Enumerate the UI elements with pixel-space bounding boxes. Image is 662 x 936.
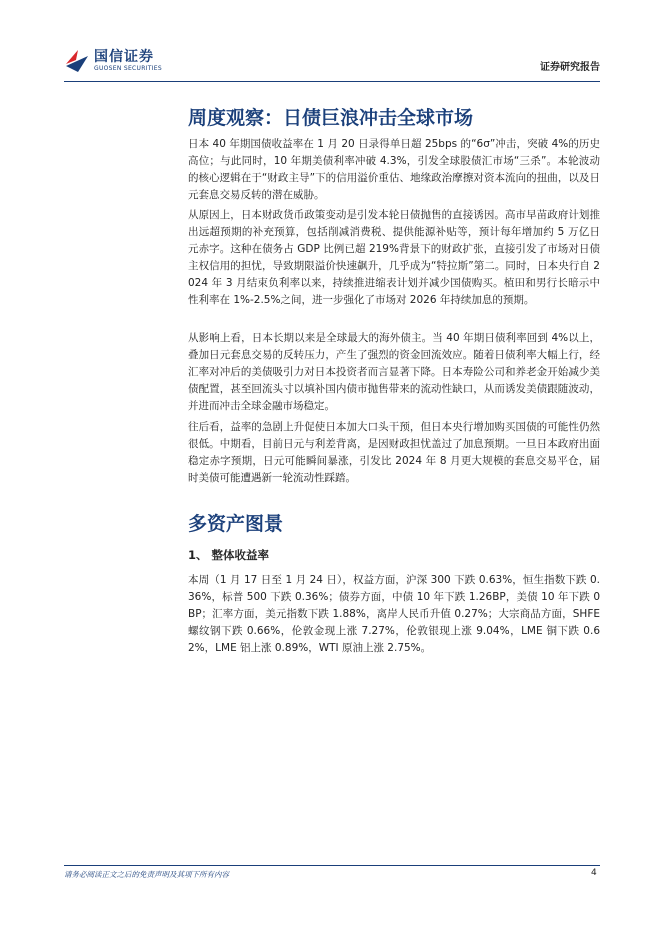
header-divider (64, 81, 600, 82)
paragraph-1: 日本 40 年期国债收益率在 1 月 20 日录得单日超 25bps 的“6σ”冲击，突破 4%的历史高位；与此同时，10 年期美债利率冲破 4.3%，引发全球股债汇市场“三杀”。本轮波动的核心逻辑在于“财政主导”下的信用溢价重估、地缘政治摩擦对资本流向的扭曲，以及日元套息交易反转的潜在威胁。 (188, 138, 600, 201)
report-type-label: 证券研究报告 (540, 62, 600, 73)
footer-disclaimer: 请务必阅读正文之后的免责声明及其项下所有内容 (64, 870, 229, 879)
paragraph-3: 从影响上看，日本长期以来是全球最大的海外债主。当 40 年期日债利率回到 4%以上，叠加日元套息交易的反转压力，产生了强烈的资金回流效应。随着日债利率大幅上行，经汇率对冲后的美债吸引力对日本投资者而言显著下降。日本寿险公司和养老金开始减少美债配置，甚至回流头寸以填补国内债市抛售带来的流动性缺口，从而诱发美债跟随波动，并进而冲击全球金融市场稳定。 (188, 332, 600, 412)
section-title-weekly: 周度观察：日债巨浪冲击全球市场 (188, 107, 474, 129)
section-title-multi-asset: 多资产图景 (188, 513, 284, 535)
footer-divider (64, 865, 600, 866)
page-number: 4 (591, 868, 597, 878)
guosen-logo (64, 44, 214, 78)
subsection-title-returns: 1、 整体收益率 (188, 548, 270, 562)
guosen-logo-icon (64, 46, 90, 74)
paragraph-2: 从原因上，日本财政货币政策变动是引发本轮日债抛售的直接诱因。高市早苗政府计划推出远超预期的补充预算，包括削减消费税、提供能源补贴等，预计每年增加约 5 万亿日元赤字。这种在债务占 GDP 比例已超 219%背景下的财政扩张，直接引发了市场对日债主权信用的担忧，导致期限溢价快速飙升，几乎成为“特拉斯”第二。同时，日本央行自 2024 年 3 月结束负利率以来，持续推进缩表计划并减少国债购买。植田和男行长暗示中性利率在 1%-2.5%之间，进一步强化了市场对 2026 年持续加息的预期。 (188, 209, 600, 306)
paragraph-returns: 本周（1 月 17 日至 1 月 24 日），权益方面，沪深 300 下跌 0.63%，恒生指数下跌 0.36%，标普 500 下跌 0.36%；债券方面，中债 10 年下跌 1.26BP，美债 10 年下跌 0BP；汇率方面，美元指数下跌 1.88%，离岸人民币升值 0.27%；大宗商品方面，SHFE 螺纹钢下跌 0.66%，伦敦金现上涨 7.27%，伦敦银现上涨 9.04%，LME 铜下跌 0.62%，LME 铝上涨 0.89%，WTI 原油上涨 2.75%。 (188, 574, 600, 654)
logo-text-cn: 国信证券 (94, 49, 154, 65)
logo-text-en: GUOSEN SECURITIES (94, 65, 163, 72)
paragraph-4: 往后看，益率的急剧上升促使日本加大口头干预，但日本央行增加购买国债的可能性仍然很低。中期看，目前日元与利差背离，是因财政担忧盖过了加息预期。一旦日本政府出面稳定赤字预期，日元可能瞬间暴涨，引发比 2024 年 8 月更大规模的套息交易平仓，届时美债可能遭遇新一轮流动性踩踏。 (188, 421, 600, 484)
page-header (64, 44, 600, 80)
